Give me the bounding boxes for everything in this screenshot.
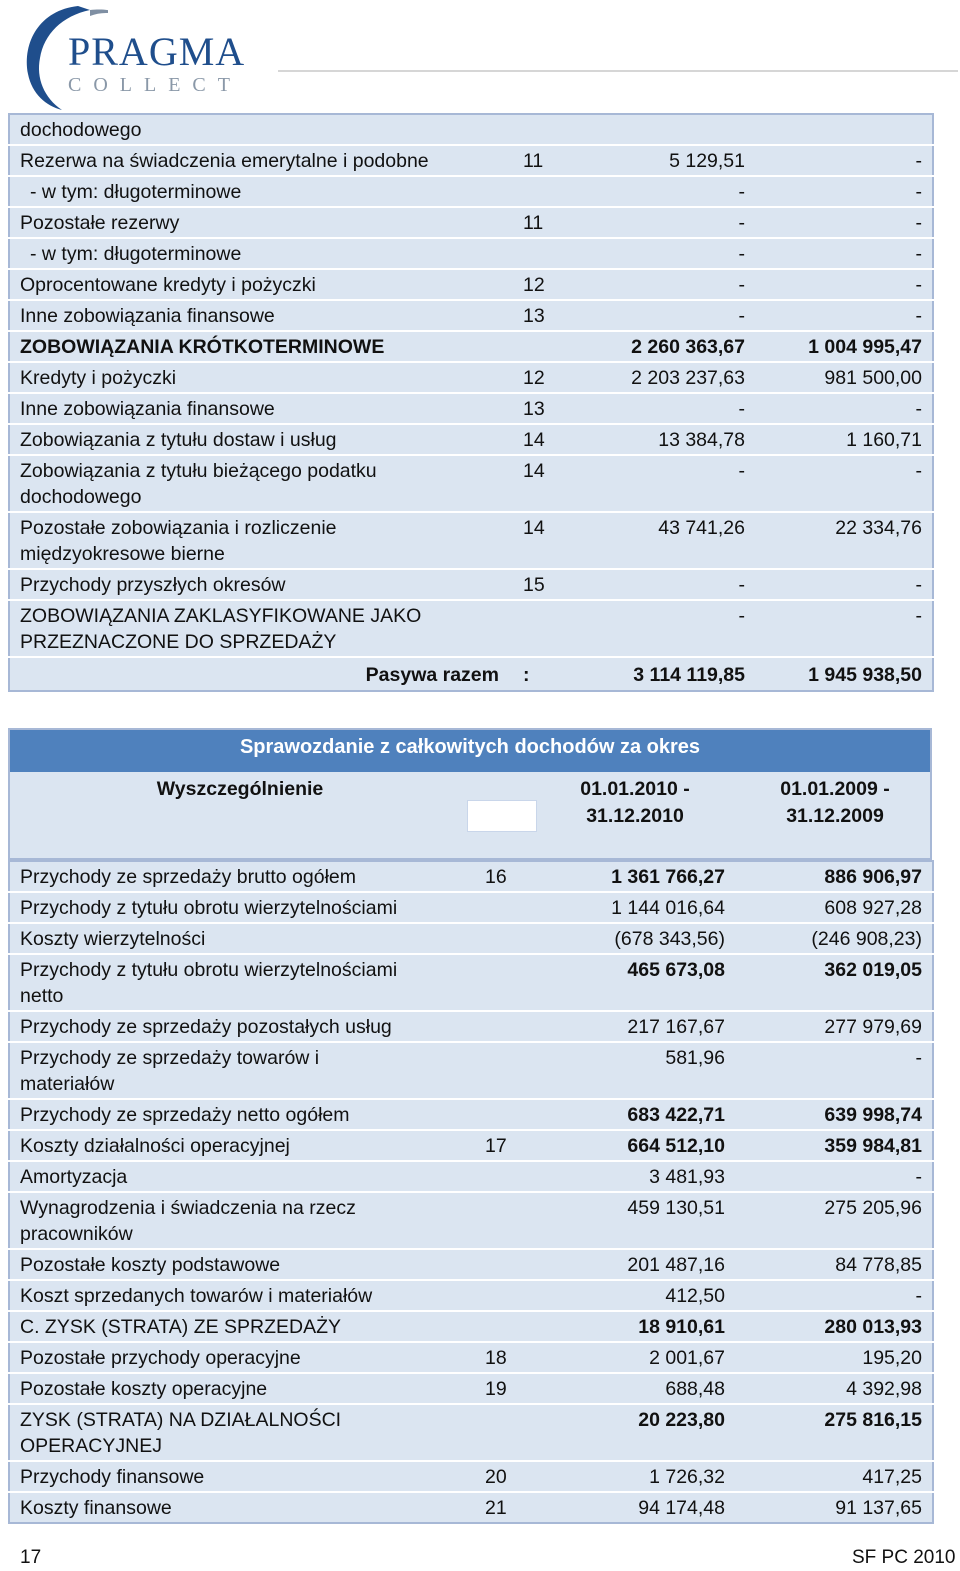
table-row	[9, 455, 933, 512]
row-label-line: dochodowego	[20, 119, 142, 141]
row-label	[9, 455, 513, 512]
value-2010-cell: 688,48	[565, 1373, 735, 1404]
table-row	[9, 393, 933, 424]
header-rule	[278, 70, 958, 72]
value-2009-cell: 608 927,28	[735, 892, 933, 923]
row-label-line: Koszty działalności operacyjnej	[20, 1135, 290, 1157]
table-row	[9, 600, 933, 657]
note-cell: 18	[475, 1342, 565, 1373]
total-2009-cell: 1 945 938,50	[755, 657, 933, 691]
pragma-collect-logo	[18, 2, 258, 112]
row-label-line: netto	[20, 985, 64, 1007]
period-2009-end: 31.12.2009	[786, 805, 884, 827]
value-2009-cell: 280 013,93	[735, 1311, 933, 1342]
row-label-line: Pozostałe koszty podstawowe	[20, 1254, 281, 1276]
logo-wordmark: PRAGMA	[68, 29, 246, 74]
value-2009-cell: 359 984,81	[735, 1130, 933, 1161]
value-2010-cell: 94 174,48	[565, 1492, 735, 1523]
row-label-line: Przychody z tytułu obrotu wierzytelnościami	[20, 959, 398, 981]
table-row	[9, 145, 933, 176]
row-label-line: pracowników	[20, 1223, 133, 1245]
table-row	[9, 300, 933, 331]
note-cell	[475, 1311, 565, 1342]
note-cell	[475, 1042, 565, 1099]
value-2009-cell: 981 500,00	[755, 362, 933, 393]
row-label	[9, 861, 475, 892]
total-2010-cell: 3 114 119,85	[583, 657, 755, 691]
row-label-line: międzyokresowe bierne	[20, 543, 225, 565]
note-cell	[513, 331, 583, 362]
row-label	[9, 1130, 475, 1161]
table-row	[9, 1461, 933, 1492]
row-label-line: Przychody ze sprzedaży towarów i	[20, 1047, 320, 1069]
row-label-line: ZOBOWIĄZANIA ZAKLASYFIKOWANE JAKO	[20, 605, 422, 627]
value-2009-cell: (246 908,23)	[735, 923, 933, 954]
value-2009-cell: 1 160,71	[755, 424, 933, 455]
page-number: 17	[20, 1547, 42, 1568]
table-row	[9, 1404, 933, 1461]
table-row	[9, 892, 933, 923]
row-label	[9, 1161, 475, 1192]
row-label-line: materiałów	[20, 1073, 115, 1095]
value-2010-cell: (678 343,56)	[565, 923, 735, 954]
document-code: SF PC 2010	[852, 1547, 956, 1568]
row-label	[9, 1011, 475, 1042]
value-2010-cell: 201 487,16	[565, 1249, 735, 1280]
row-label	[9, 1373, 475, 1404]
row-label	[9, 569, 513, 600]
row-label-line: ZYSK (STRATA) NA DZIAŁALNOŚCI	[20, 1409, 342, 1431]
period-2009-start: 01.01.2009 -	[780, 778, 890, 800]
table-row	[9, 114, 933, 145]
note-cell	[513, 176, 583, 207]
row-label	[9, 1249, 475, 1280]
value-2009-cell: -	[735, 1161, 933, 1192]
row-label	[9, 269, 513, 300]
note-cell	[513, 600, 583, 657]
note-cell: 12	[513, 362, 583, 393]
value-2009-cell: -	[755, 300, 933, 331]
value-2009-cell: 91 137,65	[735, 1492, 933, 1523]
note-cell: 14	[513, 424, 583, 455]
table-row	[9, 269, 933, 300]
row-label-line: Wynagrodzenia i świadczenia na rzecz	[20, 1197, 356, 1219]
note-cell	[475, 1192, 565, 1249]
row-label	[9, 1280, 475, 1311]
row-label-line: Zobowiązania z tytułu bieżącego podatku	[20, 460, 377, 482]
row-label-line: PRZEZNACZONE DO SPRZEDAŻY	[20, 631, 337, 653]
row-label	[9, 923, 475, 954]
note-cell	[513, 114, 583, 145]
value-2009-cell: 1 004 995,47	[755, 331, 933, 362]
row-label-line: Inne zobowiązania finansowe	[20, 305, 275, 327]
note-cell	[475, 1011, 565, 1042]
value-2009-cell: -	[755, 145, 933, 176]
row-label-line: OPERACYJNEJ	[20, 1435, 162, 1457]
column-label-description: Wyszczególnienie	[156, 778, 324, 800]
row-label	[9, 1311, 475, 1342]
note-cell: 14	[513, 512, 583, 569]
value-2010-cell: 1 361 766,27	[565, 861, 735, 892]
row-label	[9, 1099, 475, 1130]
value-2010-cell: -	[583, 300, 755, 331]
table-row	[9, 1373, 933, 1404]
value-2010-cell: -	[583, 238, 755, 269]
table-row	[9, 1099, 933, 1130]
value-2009-cell: -	[755, 176, 933, 207]
value-2010-cell: -	[583, 569, 755, 600]
table-row	[9, 861, 933, 892]
row-label-line: Przychody finansowe	[20, 1466, 205, 1488]
note-cell	[475, 923, 565, 954]
value-2009-cell: 275 816,15	[735, 1404, 933, 1461]
note-cell	[513, 238, 583, 269]
value-2010-cell: 412,50	[565, 1280, 735, 1311]
row-label-line: Inne zobowiązania finansowe	[20, 398, 275, 420]
row-label	[9, 1404, 475, 1461]
table-row	[9, 1280, 933, 1311]
value-2010-cell: -	[583, 455, 755, 512]
table-row	[9, 1130, 933, 1161]
row-label-line: C. ZYSK (STRATA) ZE SPRZEDAŻY	[20, 1316, 342, 1338]
row-label	[9, 176, 513, 207]
table-row	[9, 923, 933, 954]
table-row	[9, 1011, 933, 1042]
note-cell	[475, 1404, 565, 1461]
row-label	[9, 300, 513, 331]
table-row	[9, 569, 933, 600]
value-2010-cell: -	[583, 393, 755, 424]
row-label-line: Pozostałe przychody operacyjne	[20, 1347, 301, 1369]
income-statement-title: Sprawozdanie z całkowitych dochodów za okres	[10, 730, 930, 772]
note-cell	[475, 1280, 565, 1311]
row-label	[9, 145, 513, 176]
value-2009-cell: 277 979,69	[735, 1011, 933, 1042]
value-2010-cell: 20 223,80	[565, 1404, 735, 1461]
column-label-2009	[750, 776, 920, 830]
row-label	[9, 238, 513, 269]
row-label	[9, 1461, 475, 1492]
value-2010-cell: 2 260 363,67	[583, 331, 755, 362]
note-cell: 17	[475, 1130, 565, 1161]
value-2009-cell: -	[755, 569, 933, 600]
value-2010-cell: 1 144 016,64	[565, 892, 735, 923]
empty-note-cell	[467, 800, 537, 832]
row-label-line: - w tym: długoterminowe	[30, 181, 242, 203]
balance-liabilities-table	[8, 113, 934, 692]
row-label	[9, 892, 475, 923]
row-label-line: Oprocentowane kredyty i pożyczki	[20, 274, 316, 296]
column-label-2010	[550, 776, 720, 830]
row-label-line: Przychody przyszłych okresów	[20, 574, 286, 596]
value-2010-cell: 1 726,32	[565, 1461, 735, 1492]
value-2009-cell: 4 392,98	[735, 1373, 933, 1404]
table-row	[9, 1042, 933, 1099]
row-label-line: Pozostałe zobowiązania i rozliczenie	[20, 517, 337, 539]
value-2010-cell: 5 129,51	[583, 145, 755, 176]
note-cell	[475, 1161, 565, 1192]
table-row	[9, 954, 933, 1011]
income-statement-table	[8, 860, 934, 1524]
value-2009-cell: -	[755, 238, 933, 269]
table-row	[9, 176, 933, 207]
value-2010-cell: -	[583, 269, 755, 300]
row-label-line: Amortyzacja	[20, 1166, 128, 1188]
value-2009-cell: 362 019,05	[735, 954, 933, 1011]
value-2010-cell: 217 167,67	[565, 1011, 735, 1042]
row-label-line: Kredyty i pożyczki	[20, 367, 177, 389]
value-2009-cell: -	[755, 455, 933, 512]
row-label-line: Rezerwa na świadczenia emerytalne i podobne	[20, 150, 429, 172]
value-2010-cell: 18 910,61	[565, 1311, 735, 1342]
value-2009-cell: 195,20	[735, 1342, 933, 1373]
value-2010-cell: 2 203 237,63	[583, 362, 755, 393]
table-row	[9, 424, 933, 455]
note-cell	[475, 954, 565, 1011]
note-cell: 13	[513, 393, 583, 424]
row-label	[9, 1342, 475, 1373]
value-2010-cell: 459 130,51	[565, 1192, 735, 1249]
total-colon: :	[513, 657, 583, 691]
note-cell: 13	[513, 300, 583, 331]
value-2009-cell: 886 906,97	[735, 861, 933, 892]
value-2010-cell: -	[583, 176, 755, 207]
value-2009-cell: 84 778,85	[735, 1249, 933, 1280]
note-cell: 11	[513, 145, 583, 176]
row-label-line: Koszt sprzedanych towarów i materiałów	[20, 1285, 373, 1307]
value-2009-cell: 275 205,96	[735, 1192, 933, 1249]
value-2009-cell: -	[735, 1280, 933, 1311]
table-row	[9, 238, 933, 269]
table-row	[9, 331, 933, 362]
table-row	[9, 1192, 933, 1249]
table-row	[9, 1342, 933, 1373]
value-2010-cell: 3 481,93	[565, 1161, 735, 1192]
row-label-line: - w tym: długoterminowe	[30, 243, 242, 265]
table-row	[9, 512, 933, 569]
value-2009-cell: 417,25	[735, 1461, 933, 1492]
table-row	[9, 1492, 933, 1523]
row-label-line: Zobowiązania z tytułu dostaw i usług	[20, 429, 337, 451]
table-row	[9, 1311, 933, 1342]
row-label	[9, 954, 475, 1011]
row-label-line: Pozostałe rezerwy	[20, 212, 180, 234]
note-cell: 11	[513, 207, 583, 238]
value-2010-cell: 683 422,71	[565, 1099, 735, 1130]
value-2009-cell: 639 998,74	[735, 1099, 933, 1130]
value-2010-cell: -	[583, 600, 755, 657]
row-label-line: dochodowego	[20, 486, 142, 508]
period-2010-start: 01.01.2010 -	[580, 778, 690, 800]
row-label	[9, 207, 513, 238]
value-2010-cell: 13 384,78	[583, 424, 755, 455]
note-cell: 20	[475, 1461, 565, 1492]
value-2010-cell: 465 673,08	[565, 954, 735, 1011]
total-label: Pasywa razem	[9, 657, 513, 691]
row-label	[9, 424, 513, 455]
row-label	[9, 512, 513, 569]
note-cell: 12	[513, 269, 583, 300]
row-label	[9, 393, 513, 424]
row-label-line: Przychody ze sprzedaży pozostałych usług	[20, 1016, 392, 1038]
row-label-line: Przychody z tytułu obrotu wierzytelnościami	[20, 897, 398, 919]
value-2010-cell: 43 741,26	[583, 512, 755, 569]
value-2009-cell: -	[755, 600, 933, 657]
value-2009-cell: -	[735, 1042, 933, 1099]
value-2010-cell: 581,96	[565, 1042, 735, 1099]
note-cell	[475, 892, 565, 923]
note-cell: 21	[475, 1492, 565, 1523]
table-row	[9, 1249, 933, 1280]
note-cell: 15	[513, 569, 583, 600]
row-label-line: Koszty finansowe	[20, 1497, 172, 1519]
value-2009-cell: -	[755, 207, 933, 238]
row-label	[9, 1192, 475, 1249]
table-row	[9, 1161, 933, 1192]
row-label-line: Przychody ze sprzedaży brutto ogółem	[20, 866, 356, 888]
period-2010-end: 31.12.2010	[586, 805, 684, 827]
value-2009-cell: 22 334,76	[755, 512, 933, 569]
note-cell: 14	[513, 455, 583, 512]
value-2010-cell: 2 001,67	[565, 1342, 735, 1373]
row-label-line: Koszty wierzytelności	[20, 928, 206, 950]
income-statement-header	[8, 728, 932, 860]
table-row	[9, 207, 933, 238]
row-label	[9, 362, 513, 393]
note-cell: 16	[475, 861, 565, 892]
row-label	[9, 1042, 475, 1099]
row-label	[9, 600, 513, 657]
note-cell	[475, 1249, 565, 1280]
row-label-line: Przychody ze sprzedaży netto ogółem	[20, 1104, 350, 1126]
row-label	[9, 1492, 475, 1523]
value-2010-cell: 664 512,10	[565, 1130, 735, 1161]
row-label-line: ZOBOWIĄZANIA KRÓTKOTERMINOWE	[20, 336, 385, 358]
row-label	[9, 331, 513, 362]
row-label-line: Pozostałe koszty operacyjne	[20, 1378, 268, 1400]
total-row	[9, 657, 933, 691]
note-cell: 19	[475, 1373, 565, 1404]
logo-subtitle: COLLECT	[68, 74, 242, 96]
value-2010-cell	[583, 114, 755, 145]
value-2009-cell	[755, 114, 933, 145]
note-cell	[475, 1099, 565, 1130]
value-2009-cell: -	[755, 269, 933, 300]
value-2009-cell: -	[755, 393, 933, 424]
row-label	[9, 114, 513, 145]
table-row	[9, 362, 933, 393]
value-2010-cell: -	[583, 207, 755, 238]
